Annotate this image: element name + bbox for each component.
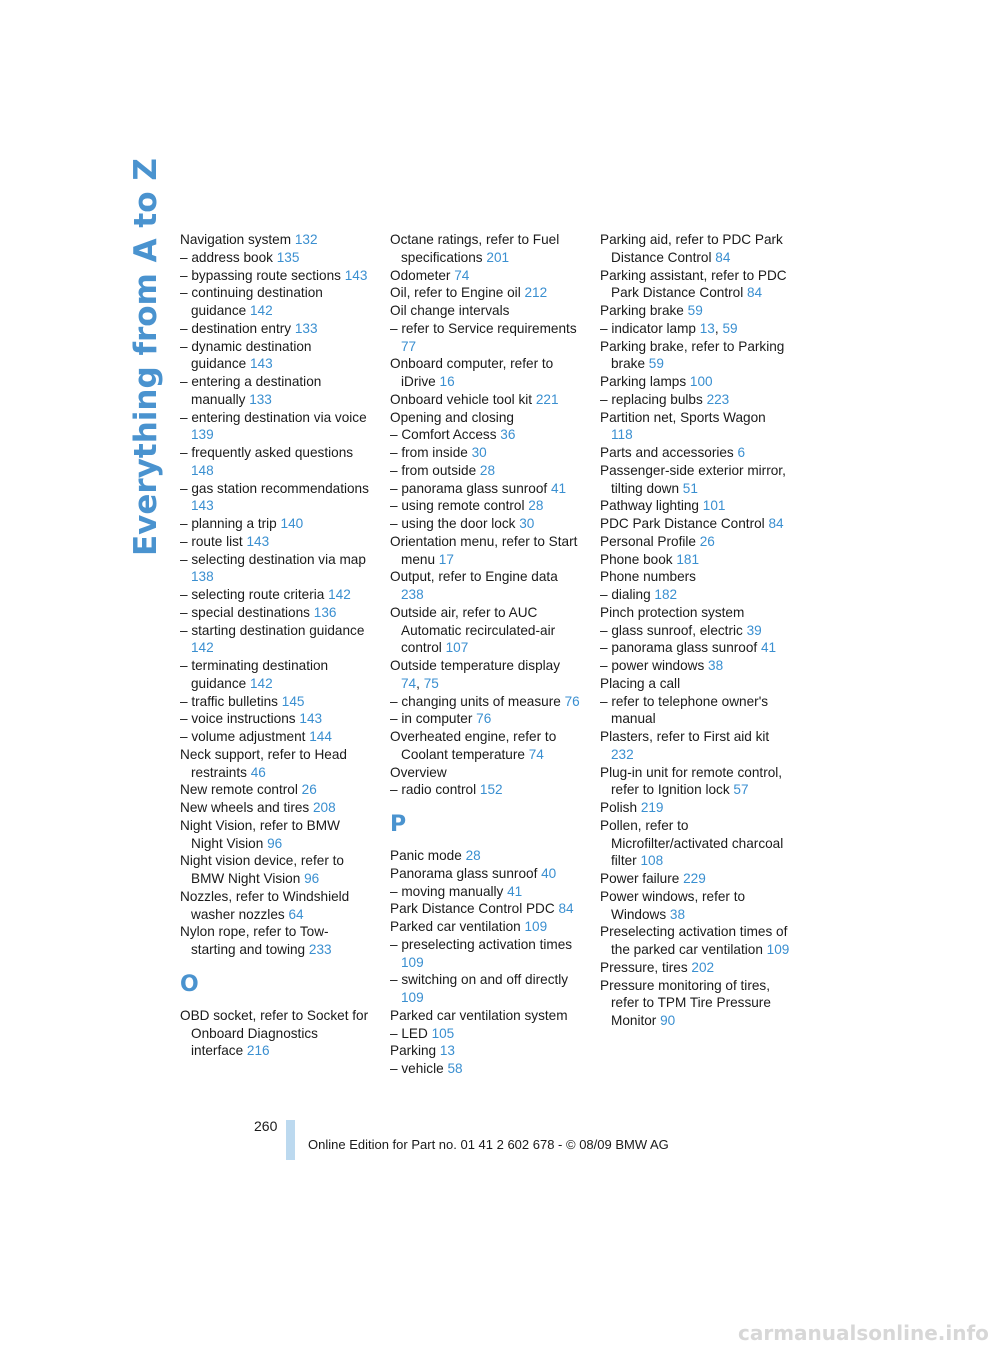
index-entry-text: Odometer xyxy=(390,267,455,283)
index-entry-text: Plug-in unit for remote control, refer to Ignition lock xyxy=(600,764,783,798)
page-reference-link[interactable]: 57 xyxy=(733,782,749,798)
index-entry xyxy=(600,568,790,586)
page-reference-link[interactable]: 148 xyxy=(191,462,214,478)
page-reference-link[interactable]: 41 xyxy=(507,883,523,899)
index-entry-text: – vehicle xyxy=(390,1061,448,1076)
page-reference-link[interactable]: 77 xyxy=(401,338,417,354)
index-entry-text: Power failure xyxy=(600,871,684,886)
page-reference-link[interactable]: 76 xyxy=(476,711,492,727)
index-entry-text: Outside air, refer to AUC Automatic recirculated-air control xyxy=(390,604,556,656)
index-entry-text: – bypassing route sections xyxy=(180,267,345,283)
index-entry-text: – in computer xyxy=(390,711,477,727)
index-entry xyxy=(600,462,790,498)
index-entry-text: – panorama glass sunroof xyxy=(390,480,551,496)
index-entry-text: Panorama glass sunroof xyxy=(390,865,542,881)
index-column-1 xyxy=(180,231,370,1060)
index-entry xyxy=(180,586,370,604)
page-reference-link[interactable]: 96 xyxy=(304,871,320,886)
index-entry-text: Overheated engine, refer to Coolant temperature xyxy=(390,729,557,762)
index-entry-text: Octane ratings, refer to Fuel specifications xyxy=(390,232,560,265)
page-reference-link[interactable]: 64 xyxy=(288,906,304,922)
index-entry xyxy=(600,923,790,959)
index-entry xyxy=(600,586,790,604)
index-entry xyxy=(600,409,790,445)
page-reference-link[interactable]: 90 xyxy=(660,1013,676,1028)
index-entry-text: – dialing xyxy=(600,587,655,602)
index-entry xyxy=(390,267,580,285)
index-entry xyxy=(600,533,790,551)
index-entry xyxy=(390,847,580,865)
index-entry xyxy=(600,799,790,817)
index-entry-text: New remote control xyxy=(180,782,302,798)
page-reference-link[interactable]: 28 xyxy=(528,498,544,514)
page-reference-link[interactable]: 96 xyxy=(267,835,283,851)
index-entry xyxy=(180,1007,370,1060)
index-entry-text: Onboard computer, refer to iDrive xyxy=(390,356,554,389)
index-entry-text: Plasters, refer to First aid kit xyxy=(600,729,770,744)
index-entry xyxy=(600,817,790,870)
footer-text: Online Edition for Part no. 01 41 2 602 678 - © 08/09 BMW AG xyxy=(308,1137,669,1152)
index-entry xyxy=(390,604,580,657)
index-entry-text: Power windows, refer to Windows xyxy=(600,888,746,922)
index-entry xyxy=(180,817,370,853)
index-entry-text: Night Vision, refer to BMW Night Vision xyxy=(180,817,340,851)
page-reference-link[interactable]: 13 xyxy=(699,320,715,336)
index-entry xyxy=(600,657,790,675)
page-reference-link[interactable]: 145 xyxy=(281,693,305,709)
page-reference-link[interactable]: 143 xyxy=(344,267,368,283)
index-entry xyxy=(390,462,580,480)
page-reference-link[interactable]: 74 xyxy=(454,267,470,283)
page-reference-link[interactable]: 59 xyxy=(722,320,738,336)
index-entry-text: – LED xyxy=(390,1025,432,1041)
index-entry-text: Oil, refer to Engine oil xyxy=(390,285,525,301)
index-entry xyxy=(390,1060,580,1078)
page-reference-link[interactable]: 219 xyxy=(640,800,664,815)
index-entry xyxy=(390,480,580,498)
page-reference-link[interactable]: 36 xyxy=(500,427,516,443)
index-entry xyxy=(180,267,370,285)
index-entry-text: – indicator lamp xyxy=(600,320,700,336)
index-entry xyxy=(180,480,370,516)
index-entry-text: – entering destination via voice xyxy=(180,409,367,425)
page-reference-link[interactable]: 30 xyxy=(471,445,487,460)
index-entry xyxy=(390,497,580,515)
index-entry-text: – frequently asked questions xyxy=(180,445,354,460)
index-entry xyxy=(600,604,790,622)
page-reference-link[interactable]: 212 xyxy=(524,285,548,301)
page-reference-link[interactable]: 17 xyxy=(438,551,454,567)
index-entry-text: Night vision device, refer to BMW Night Vision xyxy=(180,853,344,886)
page-reference-link[interactable]: 76 xyxy=(564,693,580,709)
index-entry-text: Parking assistant, refer to PDC Park Distance Control xyxy=(600,267,787,301)
index-entry xyxy=(600,675,790,693)
index-entry-text: Preselecting activation times of the parked car ventilation xyxy=(600,924,788,957)
index-entry-text: – traffic bulletins xyxy=(180,693,282,709)
page-reference-link[interactable]: 107 xyxy=(445,640,469,656)
index-entry xyxy=(180,249,370,267)
index-entry xyxy=(390,444,580,462)
index-entry-text: – special destinations xyxy=(180,604,314,620)
index-entry-text: Pathway lighting xyxy=(600,498,703,514)
page-reference-link[interactable]: 216 xyxy=(246,1043,270,1059)
index-entry xyxy=(390,1007,580,1025)
index-entry-text: Parking aid, refer to PDC Park Distance Control xyxy=(600,232,783,265)
page-reference-link[interactable]: 181 xyxy=(676,551,700,567)
page-reference-link[interactable]: 144 xyxy=(309,729,332,744)
index-entry xyxy=(600,267,790,303)
index-entry-text: Parking brake, refer to Parking brake xyxy=(600,338,785,372)
index-entry-text: – glass sunroof, electric xyxy=(600,622,747,638)
page-reference-link[interactable]: 109 xyxy=(401,954,424,970)
index-entry xyxy=(600,870,790,888)
page-reference-link[interactable]: 136 xyxy=(313,604,337,620)
index-entry xyxy=(180,373,370,409)
page-reference-link[interactable]: 238 xyxy=(401,587,424,602)
ref-separator: , xyxy=(416,675,424,691)
page-reference-link[interactable]: 133 xyxy=(294,320,318,336)
page-reference-link[interactable]: 41 xyxy=(550,480,567,496)
index-entry-text: – refer to Service requirements xyxy=(390,320,577,336)
index-entry xyxy=(390,865,580,883)
page-reference-link[interactable]: 142 xyxy=(328,587,351,602)
index-entry xyxy=(180,746,370,782)
index-entry-text: Phone numbers xyxy=(600,569,696,585)
index-entry xyxy=(390,936,580,972)
page-reference-link[interactable]: 182 xyxy=(654,587,678,602)
index-entry xyxy=(180,728,370,746)
index-entry-text: – route list xyxy=(180,533,247,549)
index-entry xyxy=(600,959,790,977)
index-entry xyxy=(390,391,580,409)
page-reference-link[interactable]: 84 xyxy=(747,285,763,301)
index-entry xyxy=(180,799,370,817)
index-entry xyxy=(180,923,370,959)
page-reference-link[interactable]: 201 xyxy=(486,249,510,265)
index-entry-text: Navigation system xyxy=(180,232,295,247)
footer-accent-bar xyxy=(286,1120,295,1160)
index-entry xyxy=(390,657,580,693)
index-entry-text: Park Distance Control PDC xyxy=(390,901,559,917)
page-reference-link[interactable]: 101 xyxy=(702,498,726,514)
index-entry-text: – address book xyxy=(180,249,277,265)
page-reference-link[interactable]: 109 xyxy=(766,942,790,957)
ref-separator: , xyxy=(714,320,723,336)
page-reference-link[interactable]: 208 xyxy=(312,800,336,815)
index-entry xyxy=(180,320,370,338)
page-reference-link[interactable]: 16 xyxy=(439,374,455,389)
index-column-3 xyxy=(600,231,790,1030)
index-entry-text: Polish xyxy=(600,800,641,815)
index-entry xyxy=(390,320,580,356)
page-reference-link[interactable]: 232 xyxy=(611,746,634,762)
index-entry xyxy=(180,533,370,551)
page-reference-link[interactable]: 142 xyxy=(249,675,273,691)
page-reference-link[interactable]: 51 xyxy=(682,480,698,496)
index-entry-text: – replacing bulbs xyxy=(600,391,707,407)
page-reference-link[interactable]: 59 xyxy=(648,356,664,372)
index-entry xyxy=(180,693,370,711)
index-entry-text: Placing a call xyxy=(600,675,681,691)
index-entry-text: PDC Park Distance Control xyxy=(600,516,769,531)
index-entry xyxy=(180,710,370,728)
page-reference-link[interactable]: 233 xyxy=(308,942,332,957)
index-entry-text: – using remote control xyxy=(390,498,529,514)
page-reference-link[interactable]: 58 xyxy=(447,1061,463,1076)
page-reference-link[interactable]: 132 xyxy=(294,232,318,247)
index-entry-text: Panic mode xyxy=(390,848,466,863)
index-entry xyxy=(600,444,790,462)
index-entry-text: Neck support, refer to Head restraints xyxy=(180,746,347,780)
index-entry xyxy=(390,900,580,918)
page-reference-link[interactable]: 135 xyxy=(276,249,300,265)
index-entry-text: – from outside xyxy=(390,462,480,478)
page-reference-link[interactable]: 108 xyxy=(640,853,664,869)
index-entry xyxy=(390,781,580,799)
index-entry-text: – gas station recommendations xyxy=(180,480,369,496)
index-entry-text: Onboard vehicle tool kit xyxy=(390,391,536,407)
index-entry xyxy=(390,231,580,267)
index-entry-text: – dynamic destination guidance xyxy=(180,338,312,372)
index-entry xyxy=(390,1025,580,1043)
index-entry xyxy=(600,320,790,338)
page-reference-link[interactable]: 105 xyxy=(431,1025,455,1041)
index-entry xyxy=(600,693,790,729)
page-reference-link[interactable]: 143 xyxy=(246,533,270,549)
index-entry xyxy=(600,391,790,409)
index-entry xyxy=(390,515,580,533)
page-reference-link[interactable]: 143 xyxy=(299,711,323,727)
index-entry xyxy=(600,764,790,800)
page-reference-link[interactable]: 142 xyxy=(249,303,273,318)
index-entry-text: Parked car ventilation xyxy=(390,919,525,934)
page-reference-link[interactable]: 202 xyxy=(691,959,715,975)
index-entry xyxy=(390,728,580,764)
index-entry-text: – voice instructions xyxy=(180,711,300,727)
index-entry xyxy=(600,551,790,569)
page-reference-link[interactable]: 229 xyxy=(683,871,706,886)
page-reference-link[interactable]: 39 xyxy=(746,622,762,638)
index-entry-text: – refer to telephone owner's manual xyxy=(600,693,769,727)
index-entry-text: Output, refer to Engine data xyxy=(390,569,558,585)
page-reference-link[interactable]: 142 xyxy=(191,640,214,656)
page-reference-link[interactable]: 138 xyxy=(191,569,214,585)
index-entry-text: Pressure, tires xyxy=(600,959,692,975)
index-entry-text: Parked car ventilation system xyxy=(390,1007,568,1023)
page-reference-link[interactable]: 74 xyxy=(528,746,544,762)
index-entry xyxy=(180,551,370,587)
page-reference-link[interactable]: 13 xyxy=(439,1043,455,1059)
page-reference-link[interactable]: 6 xyxy=(737,445,746,460)
index-entry-text: – continuing destination guidance xyxy=(180,285,323,318)
page-reference-link[interactable]: 38 xyxy=(669,906,686,922)
index-entry xyxy=(600,302,790,320)
index-entry xyxy=(180,338,370,374)
index-entry xyxy=(600,977,790,1030)
page-reference-link[interactable]: 46 xyxy=(250,764,266,780)
page-reference-link[interactable]: 26 xyxy=(699,533,715,549)
index-entry-text: – radio control xyxy=(390,782,480,798)
index-entry xyxy=(600,622,790,640)
index-entry xyxy=(180,604,370,622)
index-entry xyxy=(600,338,790,374)
page-reference-link[interactable]: 100 xyxy=(689,374,713,389)
index-entry-text: – volume adjustment xyxy=(180,729,310,744)
index-entry xyxy=(600,373,790,391)
index-entry xyxy=(390,355,580,391)
watermark: carmanualsonline.info xyxy=(738,1321,989,1345)
index-column-2 xyxy=(390,231,580,1078)
index-entry xyxy=(390,918,580,936)
index-entry xyxy=(600,888,790,924)
index-entry xyxy=(600,231,790,267)
index-entry xyxy=(180,622,370,658)
index-entry-text: Opening and closing xyxy=(390,409,514,425)
index-entry-text: Phone book xyxy=(600,551,677,567)
index-entry-text: Pollen, refer to Microfilter/activated charcoal filter xyxy=(600,817,784,869)
index-entry xyxy=(390,533,580,569)
index-entry xyxy=(390,302,580,320)
page-reference-link[interactable]: 28 xyxy=(465,848,481,863)
page-reference-link[interactable]: 140 xyxy=(280,516,304,531)
index-entry xyxy=(180,409,370,445)
page-reference-link[interactable]: 139 xyxy=(191,427,214,443)
index-entry xyxy=(180,515,370,533)
index-entry-text: – moving manually xyxy=(390,883,508,899)
index-entry xyxy=(180,657,370,693)
index-entry-text: Nylon rope, refer to Tow-starting and towing xyxy=(180,924,329,957)
page-reference-link[interactable]: 109 xyxy=(401,990,424,1005)
index-entry-text: – starting destination guidance xyxy=(180,622,365,638)
index-entry xyxy=(390,764,580,782)
index-entry-text: Nozzles, refer to Windshield washer nozzles xyxy=(180,888,350,922)
index-entry-text: – using the door lock xyxy=(390,516,520,531)
page-reference-link[interactable]: 75 xyxy=(423,675,439,691)
page-reference-link[interactable]: 26 xyxy=(301,782,317,798)
page-reference-link[interactable]: 133 xyxy=(249,391,272,407)
index-entry xyxy=(390,693,580,711)
page-reference-link[interactable]: 40 xyxy=(541,865,557,881)
index-entry-text: – from inside xyxy=(390,445,472,460)
section-letter: O xyxy=(180,971,199,997)
index-entry xyxy=(180,284,370,320)
index-entry-text: Parts and accessories xyxy=(600,445,738,460)
page-reference-link[interactable]: 59 xyxy=(687,303,703,318)
index-entry-text: Overview xyxy=(390,764,447,780)
index-entry-text: – terminating destination guidance xyxy=(180,658,329,691)
index-entry-text: Pressure monitoring of tires, refer to TPM Tire Pressure Monitor xyxy=(600,977,771,1028)
page-reference-link[interactable]: 152 xyxy=(479,782,503,798)
page-reference-link[interactable]: 38 xyxy=(708,658,724,673)
index-entry-text: Parking brake xyxy=(600,303,688,318)
page-reference-link[interactable]: 84 xyxy=(768,516,784,531)
index-entry-text: Personal Profile xyxy=(600,533,700,549)
index-entry xyxy=(180,852,370,888)
index-entry xyxy=(390,284,580,302)
index-entry-text: – entering a destination manually xyxy=(180,374,322,407)
index-entry xyxy=(600,497,790,515)
page-reference-link[interactable]: 221 xyxy=(535,391,559,407)
index-entry xyxy=(180,781,370,799)
page-reference-link[interactable]: 118 xyxy=(611,427,633,443)
index-entry xyxy=(390,883,580,901)
page-reference-link[interactable]: 30 xyxy=(519,516,535,531)
index-entry-text: – destination entry xyxy=(180,320,295,336)
index-entry-text: New wheels and tires xyxy=(180,800,313,815)
index-entry xyxy=(180,231,370,249)
index-entry-text: – panorama glass sunroof xyxy=(600,640,761,656)
index-entry xyxy=(390,710,580,728)
index-entry-text: – selecting destination via map xyxy=(180,551,366,567)
index-entry-text: – changing units of measure xyxy=(390,693,565,709)
index-entry-text: Passenger-side exterior mirror, tilting down xyxy=(600,462,786,496)
index-entry-text: Parking lamps xyxy=(600,374,690,389)
side-title: Everything from A to Z xyxy=(128,158,164,556)
page-reference-link[interactable]: 28 xyxy=(479,462,496,478)
page-reference-link[interactable]: 84 xyxy=(715,249,731,265)
page-reference-link[interactable]: 74 xyxy=(401,675,417,691)
index-entry-text: Parking xyxy=(390,1043,440,1059)
index-entry-text: Pinch protection system xyxy=(600,604,745,620)
index-entry-text: Partition net, Sports Wagon xyxy=(600,409,766,425)
index-entry-text: OBD socket, refer to Socket for Onboard Diagnostics interface xyxy=(180,1007,369,1059)
page-reference-link[interactable]: 84 xyxy=(558,901,574,917)
index-entry-text: – switching on and off directly xyxy=(390,972,569,988)
index-entry xyxy=(390,409,580,427)
index-entry xyxy=(180,444,370,480)
index-entry-text: Orientation menu, refer to Start menu xyxy=(390,533,578,567)
index-entry-text: Oil change intervals xyxy=(390,303,510,318)
page-reference-link[interactable]: 41 xyxy=(760,640,777,656)
index-entry-text: – selecting route criteria xyxy=(180,587,329,602)
index-entry xyxy=(600,515,790,533)
index-entry xyxy=(390,1042,580,1060)
page-reference-link[interactable]: 223 xyxy=(706,391,730,407)
page-reference-link[interactable]: 143 xyxy=(249,356,273,372)
index-entry-text: – Comfort Access xyxy=(390,427,501,443)
index-entry xyxy=(600,639,790,657)
index-entry xyxy=(390,971,580,1007)
page-number: 260 xyxy=(254,1118,278,1134)
index-entry xyxy=(180,888,370,924)
index-entry-text: Outside temperature display xyxy=(390,658,561,673)
index-entry xyxy=(390,568,580,604)
page-reference-link[interactable]: 143 xyxy=(191,498,214,514)
index-entry xyxy=(600,728,790,764)
index-entry-text: – preselecting activation times xyxy=(390,936,573,952)
page-reference-link[interactable]: 109 xyxy=(524,919,548,934)
index-entry-text: – power windows xyxy=(600,658,709,673)
section-letter: P xyxy=(390,812,407,837)
index-entry-text: – planning a trip xyxy=(180,516,281,531)
index-entry xyxy=(390,426,580,444)
